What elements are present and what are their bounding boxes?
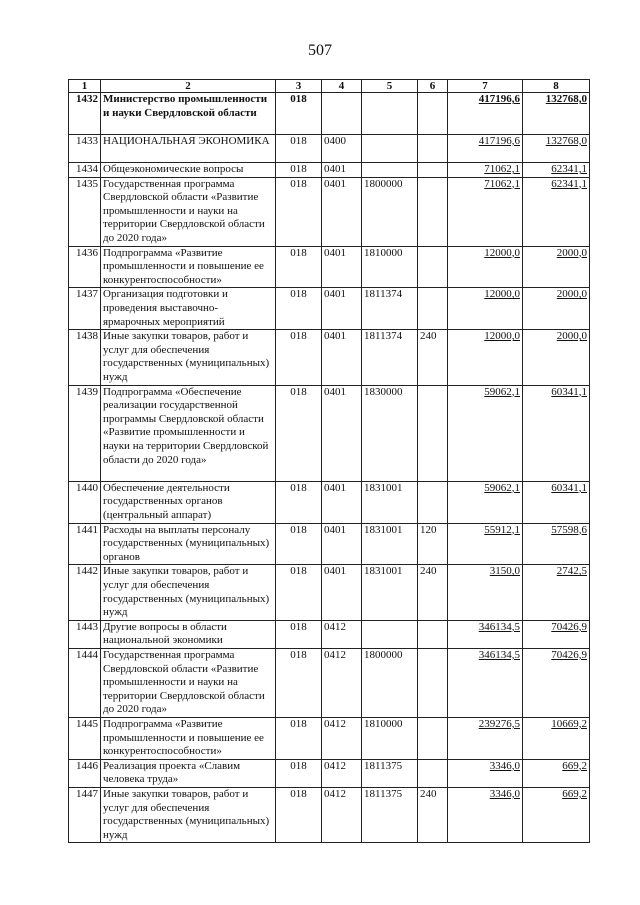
table-row — [69, 523, 590, 565]
amount-2015-value: 71062,1 — [484, 162, 520, 175]
expense-type — [418, 288, 448, 330]
col-header: 2 — [101, 80, 276, 93]
row-name: Иные закупки товаров, работ и услуг для обеспечения государственных (муниципальных) нужд — [101, 565, 276, 620]
amount-2015-value: 12000,0 — [484, 288, 520, 301]
expense-type — [418, 162, 448, 177]
expense-type — [418, 648, 448, 717]
table-row — [69, 330, 590, 385]
expense-type — [418, 759, 448, 787]
admin-code: 018 — [276, 648, 322, 717]
section-code: 0401 — [322, 385, 362, 481]
section-code: 0401 — [322, 177, 362, 246]
amount-2016-value: 2742,5 — [556, 565, 587, 578]
amount-2015 — [448, 523, 523, 565]
table-row — [69, 787, 590, 842]
amount-2016-value: 70426,9 — [551, 648, 587, 661]
amount-2015-value: 55912,1 — [484, 523, 520, 536]
admin-code: 018 — [276, 93, 322, 135]
amount-2015 — [448, 162, 523, 177]
admin-code: 018 — [276, 330, 322, 385]
table-row — [69, 385, 590, 481]
table-row — [69, 717, 590, 759]
section-code: 0412 — [322, 759, 362, 787]
amount-2016 — [523, 759, 590, 787]
amount-2016 — [523, 648, 590, 717]
amount-2016-value: 60341,1 — [551, 481, 587, 494]
amount-2015-value: 346134,5 — [478, 648, 520, 661]
amount-2016-value: 2000,0 — [556, 246, 587, 259]
expense-type — [418, 620, 448, 648]
row-number: 1440 — [69, 481, 101, 523]
row-number: 1435 — [69, 177, 101, 246]
target-code: 1810000 — [362, 246, 418, 288]
amount-2016-value: 57598,6 — [551, 523, 587, 536]
section-code: 0412 — [322, 620, 362, 648]
expense-type — [418, 717, 448, 759]
amount-2015-value: 417196,6 — [478, 93, 520, 105]
amount-2015 — [448, 481, 523, 523]
expense-type — [418, 481, 448, 523]
admin-code: 018 — [276, 177, 322, 246]
row-name: Министерство промышленности и науки Свердловской области — [101, 93, 276, 135]
amount-2015-value: 3150,0 — [489, 565, 520, 578]
amount-2016-value: 60341,1 — [551, 385, 587, 398]
section-code: 0400 — [322, 134, 362, 162]
admin-code: 018 — [276, 620, 322, 648]
section-code: 0401 — [322, 481, 362, 523]
row-number: 1434 — [69, 162, 101, 177]
target-code: 1831001 — [362, 481, 418, 523]
admin-code: 018 — [276, 134, 322, 162]
amount-2015-value: 59062,1 — [484, 385, 520, 398]
table-row — [69, 93, 590, 135]
amount-2015 — [448, 246, 523, 288]
row-name: Общеэкономические вопросы — [101, 162, 276, 177]
amount-2016-value: 2000,0 — [556, 288, 587, 301]
row-name: Реализация проекта «Славим человека труда» — [101, 759, 276, 787]
col-header: 5 — [362, 80, 418, 93]
row-number: 1439 — [69, 385, 101, 481]
row-number: 1438 — [69, 330, 101, 385]
admin-code: 018 — [276, 565, 322, 620]
amount-2016 — [523, 565, 590, 620]
amount-2016 — [523, 134, 590, 162]
amount-2015-value: 239276,5 — [478, 717, 520, 730]
table-body — [69, 93, 590, 843]
amount-2015 — [448, 134, 523, 162]
row-number: 1441 — [69, 523, 101, 565]
target-code: 1811375 — [362, 787, 418, 842]
target-code — [362, 620, 418, 648]
row-name: Подпрограмма «Развитие промышленности и повышение ее конкурентоспособности» — [101, 246, 276, 288]
amount-2016 — [523, 481, 590, 523]
col-header: 8 — [523, 80, 590, 93]
amount-2015 — [448, 565, 523, 620]
target-code — [362, 93, 418, 135]
expense-type: 240 — [418, 787, 448, 842]
row-name: Государственная программа Свердловской области «Развитие промышленности и науки на территории Свердловской области до 2020 года» — [101, 648, 276, 717]
amount-2015-value: 71062,1 — [484, 177, 520, 190]
expense-type — [418, 177, 448, 246]
amount-2015 — [448, 385, 523, 481]
row-number: 1432 — [69, 93, 101, 135]
row-number: 1443 — [69, 620, 101, 648]
amount-2016 — [523, 93, 590, 135]
row-name: Иные закупки товаров, работ и услуг для обеспечения государственных (муниципальных) нужд — [101, 330, 276, 385]
expense-type: 240 — [418, 565, 448, 620]
target-code: 1800000 — [362, 177, 418, 246]
target-code: 1811375 — [362, 759, 418, 787]
expense-type — [418, 134, 448, 162]
row-number: 1442 — [69, 565, 101, 620]
row-number: 1436 — [69, 246, 101, 288]
col-header: 4 — [322, 80, 362, 93]
amount-2015-value: 59062,1 — [484, 481, 520, 494]
col-header: 1 — [69, 80, 101, 93]
row-number: 1444 — [69, 648, 101, 717]
amount-2016 — [523, 385, 590, 481]
amount-2016-value: 132768,0 — [545, 93, 587, 105]
admin-code: 018 — [276, 787, 322, 842]
row-number: 1445 — [69, 717, 101, 759]
amount-2016 — [523, 717, 590, 759]
target-code: 1831001 — [362, 523, 418, 565]
table-row — [69, 246, 590, 288]
amount-2015 — [448, 177, 523, 246]
amount-2016-value: 2000,0 — [556, 330, 587, 343]
amount-2016-value: 669,2 — [562, 759, 587, 772]
amount-2016 — [523, 787, 590, 842]
amount-2016 — [523, 177, 590, 246]
amount-2016 — [523, 162, 590, 177]
table-row — [69, 288, 590, 330]
table-row — [69, 620, 590, 648]
amount-2015-value: 346134,5 — [478, 620, 520, 633]
table-row — [69, 134, 590, 162]
row-name: Подпрограмма «Обеспечение реализации государственной программы Свердловской области «Развитие промышленности и науки на территории Свердловской области до 2020 года» — [101, 385, 276, 481]
table-row — [69, 759, 590, 787]
row-name: Обеспечение деятельности государственных органов (центральный аппарат) — [101, 481, 276, 523]
target-code: 1811374 — [362, 330, 418, 385]
amount-2015-value: 12000,0 — [484, 246, 520, 259]
row-name: Государственная программа Свердловской области «Развитие промышленности и науки на территории Свердловской области до 2020 года» — [101, 177, 276, 246]
admin-code: 018 — [276, 385, 322, 481]
col-header: 6 — [418, 80, 448, 93]
row-name: Подпрограмма «Развитие промышленности и повышение ее конкурентоспособности» — [101, 717, 276, 759]
row-name: Иные закупки товаров, работ и услуг для обеспечения государственных (муниципальных) нужд — [101, 787, 276, 842]
admin-code: 018 — [276, 481, 322, 523]
section-code: 0401 — [322, 330, 362, 385]
amount-2015-value: 12000,0 — [484, 330, 520, 343]
section-code: 0401 — [322, 162, 362, 177]
amount-2015 — [448, 759, 523, 787]
target-code: 1810000 — [362, 717, 418, 759]
expense-type — [418, 246, 448, 288]
row-name: Другие вопросы в области национальной экономики — [101, 620, 276, 648]
amount-2016-value: 132768,0 — [545, 134, 587, 147]
amount-2016 — [523, 523, 590, 565]
amount-2015-value: 417196,6 — [478, 134, 520, 147]
col-header: 3 — [276, 80, 322, 93]
expense-type: 240 — [418, 330, 448, 385]
amount-2015 — [448, 93, 523, 135]
amount-2015 — [448, 648, 523, 717]
amount-2016 — [523, 288, 590, 330]
amount-2015 — [448, 288, 523, 330]
row-number: 1433 — [69, 134, 101, 162]
section-code: 0401 — [322, 523, 362, 565]
row-name: Расходы на выплаты персоналу государственных (муниципальных) органов — [101, 523, 276, 565]
row-number: 1447 — [69, 787, 101, 842]
table-row — [69, 648, 590, 717]
table-row — [69, 162, 590, 177]
expense-type: 120 — [418, 523, 448, 565]
section-code: 0412 — [322, 787, 362, 842]
admin-code: 018 — [276, 288, 322, 330]
admin-code: 018 — [276, 759, 322, 787]
amount-2016 — [523, 620, 590, 648]
amount-2016-value: 62341,1 — [551, 162, 587, 175]
admin-code: 018 — [276, 717, 322, 759]
col-header: 7 — [448, 80, 523, 93]
table-row — [69, 565, 590, 620]
budget-table — [68, 79, 590, 843]
admin-code: 018 — [276, 246, 322, 288]
row-number: 1446 — [69, 759, 101, 787]
table-row — [69, 481, 590, 523]
amount-2015-value: 3346,0 — [489, 787, 520, 800]
section-code: 0401 — [322, 565, 362, 620]
section-code: 0401 — [322, 246, 362, 288]
amount-2015-value: 3346,0 — [489, 759, 520, 772]
amount-2016 — [523, 246, 590, 288]
target-code — [362, 162, 418, 177]
header-row — [69, 80, 590, 93]
section-code: 0412 — [322, 648, 362, 717]
row-number: 1437 — [69, 288, 101, 330]
amount-2015 — [448, 330, 523, 385]
target-code: 1831001 — [362, 565, 418, 620]
row-name: НАЦИОНАЛЬНАЯ ЭКОНОМИКА — [101, 134, 276, 162]
amount-2016-value: 10669,2 — [551, 717, 587, 730]
expense-type — [418, 385, 448, 481]
expense-type — [418, 93, 448, 135]
table-row — [69, 177, 590, 246]
amount-2016-value: 70426,9 — [551, 620, 587, 633]
section-code — [322, 93, 362, 135]
row-name: Организация подготовки и проведения выставочно-ярмарочных мероприятий — [101, 288, 276, 330]
amount-2016-value: 62341,1 — [551, 177, 587, 190]
admin-code: 018 — [276, 162, 322, 177]
admin-code: 018 — [276, 523, 322, 565]
section-code: 0412 — [322, 717, 362, 759]
page-number: 507 — [308, 42, 332, 59]
amount-2015 — [448, 717, 523, 759]
section-code: 0401 — [322, 288, 362, 330]
target-code — [362, 134, 418, 162]
target-code: 1800000 — [362, 648, 418, 717]
amount-2016 — [523, 330, 590, 385]
amount-2015 — [448, 787, 523, 842]
amount-2016-value: 669,2 — [562, 787, 587, 800]
target-code: 1811374 — [362, 288, 418, 330]
amount-2015 — [448, 620, 523, 648]
target-code: 1830000 — [362, 385, 418, 481]
